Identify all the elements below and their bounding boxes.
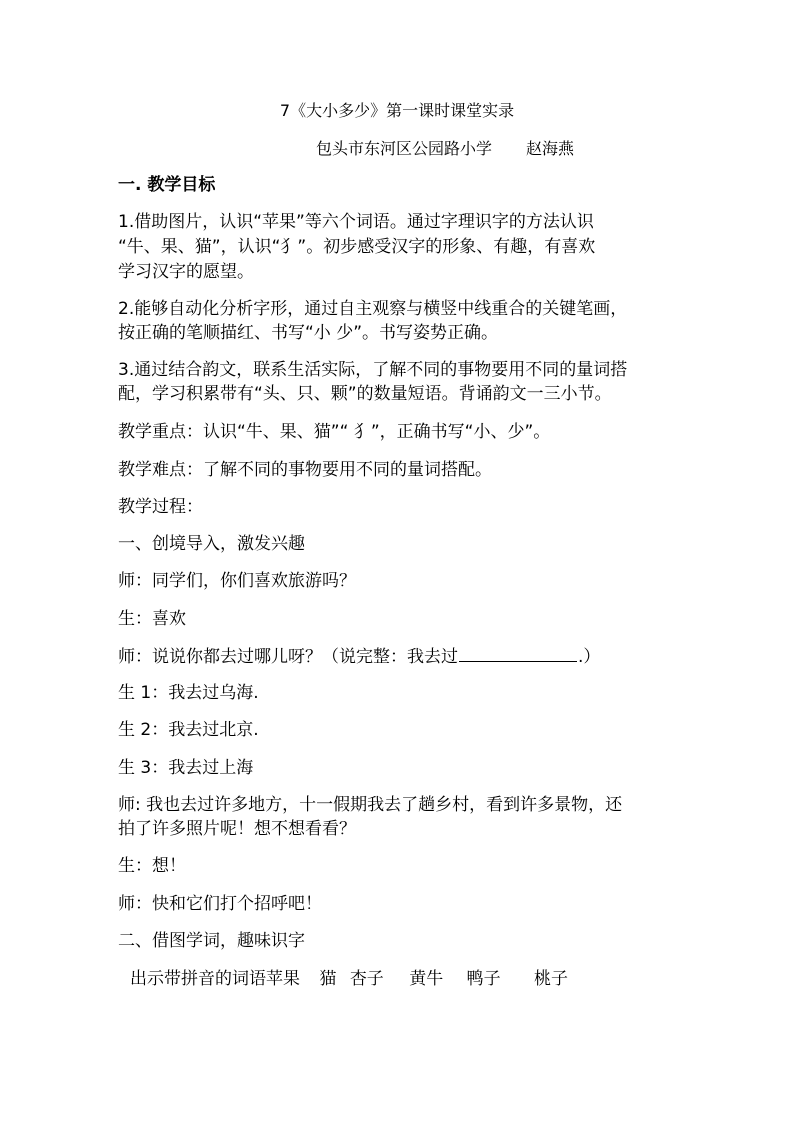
dialogue-text-after-blank: .） <box>578 647 601 667</box>
dialogue-line: 师：快和它们打个招呼吧！ <box>118 894 322 914</box>
dialogue-line-with-blank <box>118 643 688 670</box>
goal-2-line-1: 2.能够自动化分析字形，通过自主观察与横竖中线重合的关键笔画， <box>118 299 628 319</box>
teaching-difficulty: 教学难点：了解不同的事物要用不同的量词搭配。 <box>118 460 492 480</box>
goal-3-line-1: 3.通过结合韵文，联系生活实际，了解不同的事物要用不同的量词搭 <box>118 360 628 380</box>
word-item: 猫 <box>319 969 337 989</box>
word-item: 鸭子 <box>466 969 501 989</box>
dialogue-line: 生 3：我去过上海 <box>118 758 254 778</box>
goal-2-line-2: 按正确的笔顺描红、书写“小 少”。书写姿势正确。 <box>118 323 499 343</box>
word-item: 杏子 <box>349 969 384 989</box>
teaching-focus: 教学重点：认识“牛、果、猫”“ 犭”，正确书写“小、少”。 <box>118 422 551 442</box>
author-name: 赵海燕 <box>526 139 575 158</box>
word-item: 桃子 <box>534 969 569 989</box>
goal-1-line-2: “牛、果、猫”，认识“犭”。初步感受汉字的形象、有趣，有喜欢 <box>118 237 596 257</box>
school-name: 包头市东河区公园路小学 <box>316 139 493 158</box>
dialogue-line: 生：喜欢 <box>118 609 186 629</box>
dialogue-line: 师：同学们，你们喜欢旅游吗？ <box>118 571 356 591</box>
process-heading: 教学过程： <box>118 497 203 517</box>
author-line <box>316 136 794 162</box>
dialogue-line: 师: 我也去过许多地方，十一假期我去了趟乡村，看到许多景物，还 <box>118 795 623 815</box>
document-title: 7《大小多少》第一课时课堂实录 <box>279 101 515 120</box>
goal-1-line-1: 1.借助图片，认识“苹果”等六个词语。通过字理识字的方法认识 <box>118 212 594 232</box>
dialogue-line: 生：想！ <box>118 856 186 876</box>
goal-3-line-2: 配，学习积累带有“头、只、颗”的数量短语。背诵韵文一三小节。 <box>118 384 612 404</box>
section-1-heading: 一、创境导入，激发兴趣 <box>118 534 305 554</box>
word-list-line <box>130 966 700 992</box>
fill-in-blank <box>459 643 577 662</box>
goal-1-line-3: 学习汉字的愿望。 <box>118 262 254 282</box>
dialogue-line: 生 1：我去过乌海. <box>118 683 259 703</box>
goals-heading: 一. 教学目标 <box>118 175 216 195</box>
dialogue-line: 生 2：我去过北京. <box>118 720 259 740</box>
dialogue-text-before-blank: 师：说说你都去过哪儿呀？（说完整：我去过 <box>118 647 458 667</box>
section-2-heading: 二、借图学词，趣味识字 <box>118 931 305 951</box>
word-list-intro: 出示带拼音的词语苹果 <box>130 969 300 989</box>
word-item: 黄牛 <box>409 969 444 989</box>
dialogue-line-continued: 拍了许多照片呢！想不想看看？ <box>118 819 356 839</box>
